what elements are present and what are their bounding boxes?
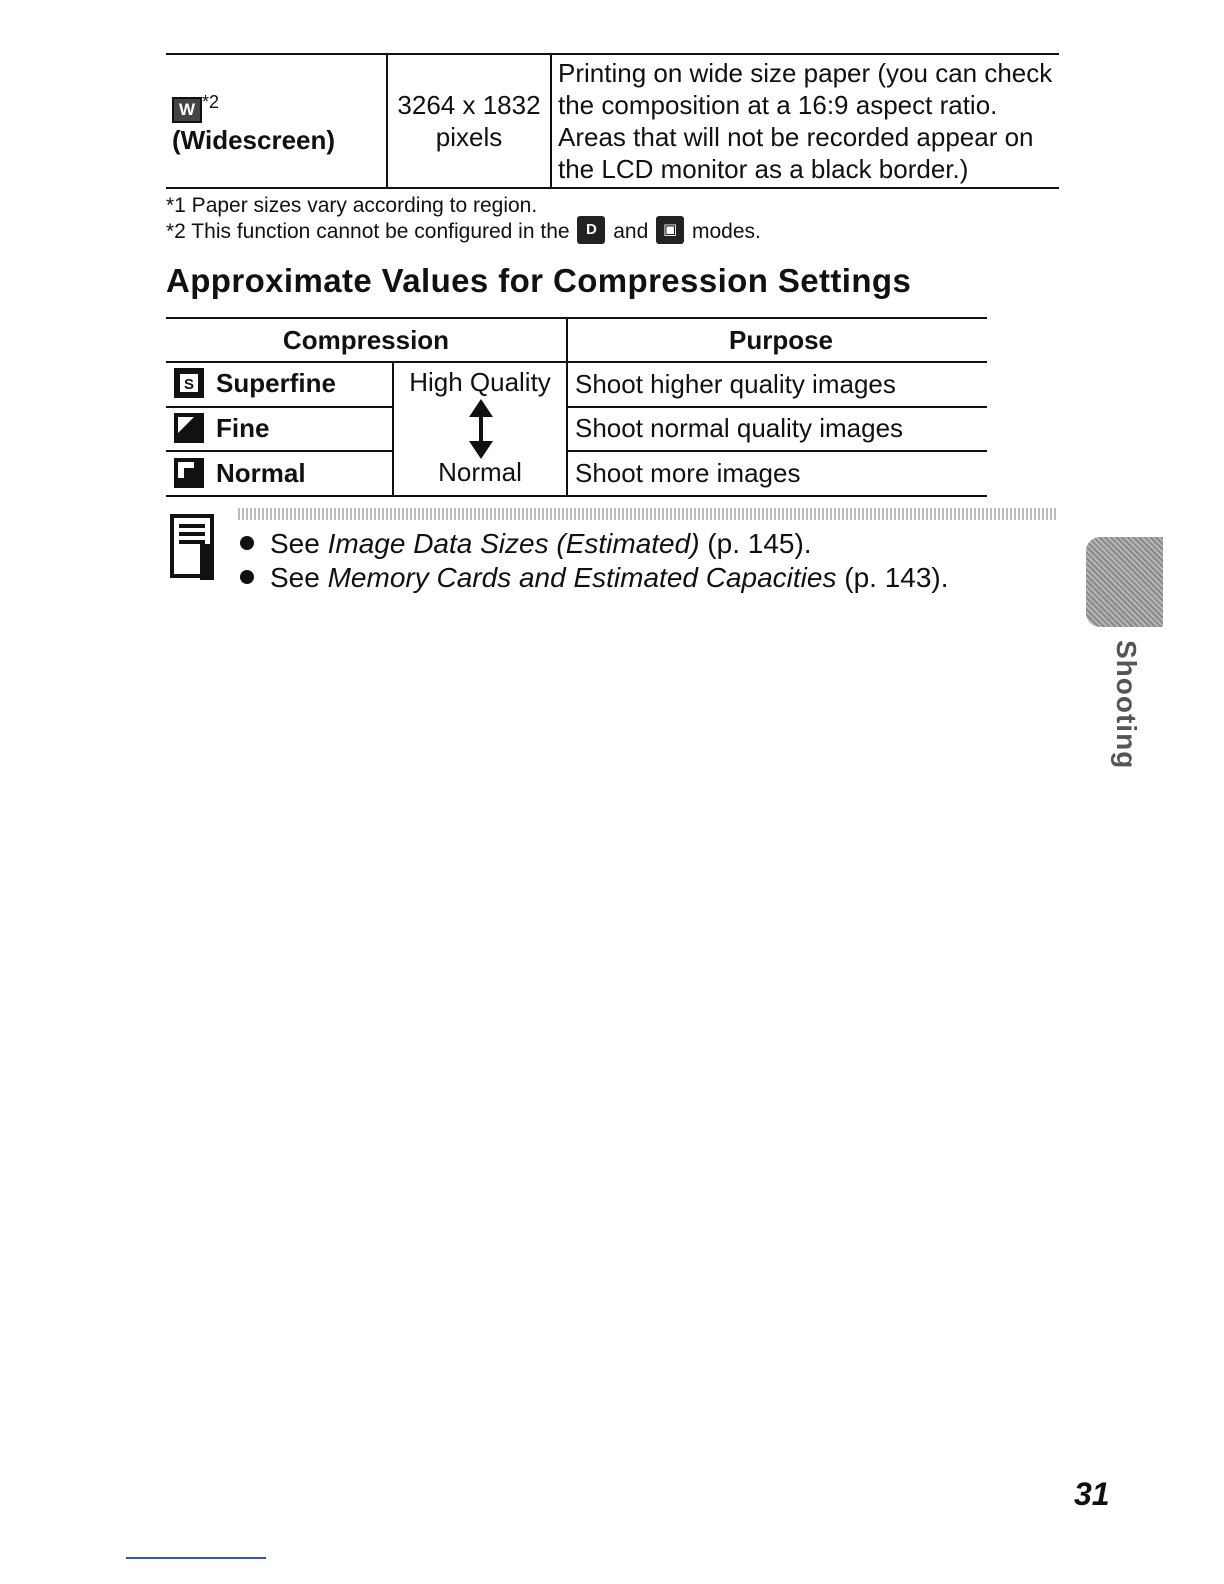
quality-scale xyxy=(394,363,566,495)
note-item xyxy=(240,527,812,561)
double-arrow-icon xyxy=(468,399,494,459)
resolution-cell xyxy=(387,54,551,188)
section-heading: Approximate Values for Compression Settings xyxy=(166,262,912,299)
purpose-line: Areas that will not be recorded appear on xyxy=(558,122,1034,152)
note-link-title[interactable]: Memory Cards and Estimated Capacities xyxy=(327,562,837,593)
purpose-cell: Shoot normal quality images xyxy=(567,407,987,452)
memo-icon xyxy=(170,514,222,582)
mode-name: (Widescreen) xyxy=(172,125,336,156)
note-link-title[interactable]: Image Data Sizes (Estimated) xyxy=(327,528,700,559)
footnote-1: *1 Paper sizes vary according to region. xyxy=(166,194,538,217)
table-row xyxy=(166,54,1059,188)
purpose-cell: Shoot higher quality images xyxy=(567,362,987,407)
chapter-tab-label: Shooting xyxy=(1111,640,1142,770)
header-purpose: Purpose xyxy=(567,318,987,362)
compression-label-cell xyxy=(166,451,393,496)
note-suffix: (p. 143). xyxy=(836,562,949,593)
superfine-icon xyxy=(174,368,204,398)
note-prefix: See xyxy=(270,562,328,593)
purpose-line: the composition at a 16:9 aspect ratio. xyxy=(558,90,998,120)
table-header-row xyxy=(166,318,987,362)
normal-icon xyxy=(174,458,204,488)
purpose-line: the LCD monitor as a black border.) xyxy=(558,154,969,184)
quality-normal-label: Normal xyxy=(438,457,522,487)
header-compression: Compression xyxy=(282,324,450,355)
resolution-unit: pixels xyxy=(435,122,503,152)
quality-high-label: High Quality xyxy=(409,367,551,397)
fine-icon xyxy=(174,413,204,443)
widescreen-table xyxy=(166,53,1059,189)
bullet-icon xyxy=(240,536,254,550)
compression-label: Superfine xyxy=(216,368,336,399)
footnote-ref: *2 xyxy=(202,91,220,112)
chapter-tab xyxy=(1086,537,1163,627)
footnote-2-text: *2 This function cannot be configured in the xyxy=(166,220,570,243)
footnote-2 xyxy=(166,219,761,245)
bottom-rule xyxy=(126,1557,266,1559)
compression-label: Fine xyxy=(216,412,270,443)
compression-label-cell xyxy=(166,407,393,452)
purpose-cell xyxy=(551,54,1059,188)
table-row xyxy=(166,407,987,452)
note-prefix: See xyxy=(270,528,328,559)
compression-table xyxy=(166,317,987,497)
quality-scale-cell xyxy=(393,362,567,496)
bullet-icon xyxy=(240,570,254,584)
table-row xyxy=(166,362,987,407)
note-divider xyxy=(238,508,1058,520)
table-row xyxy=(166,451,987,496)
footnote-2-end: modes. xyxy=(691,220,761,243)
mode-cell xyxy=(166,54,387,188)
note-suffix: (p. 145). xyxy=(699,528,812,559)
purpose-line: Printing on wide size paper (you can check xyxy=(558,58,1053,88)
resolution-value: 3264 x 1832 xyxy=(397,90,541,120)
purpose-cell: Shoot more images xyxy=(567,451,987,496)
page-number: 31 xyxy=(1074,1476,1110,1512)
svg-text:S: S xyxy=(183,376,195,394)
footnote-2-and: and xyxy=(613,220,649,243)
note-item xyxy=(240,561,949,595)
compression-label: Normal xyxy=(216,457,306,488)
digital-macro-mode-icon: D xyxy=(577,216,605,244)
compression-label-cell xyxy=(166,362,393,407)
widescreen-mode-icon: W xyxy=(172,97,202,123)
stitch-assist-mode-icon: ▣ xyxy=(656,216,684,244)
